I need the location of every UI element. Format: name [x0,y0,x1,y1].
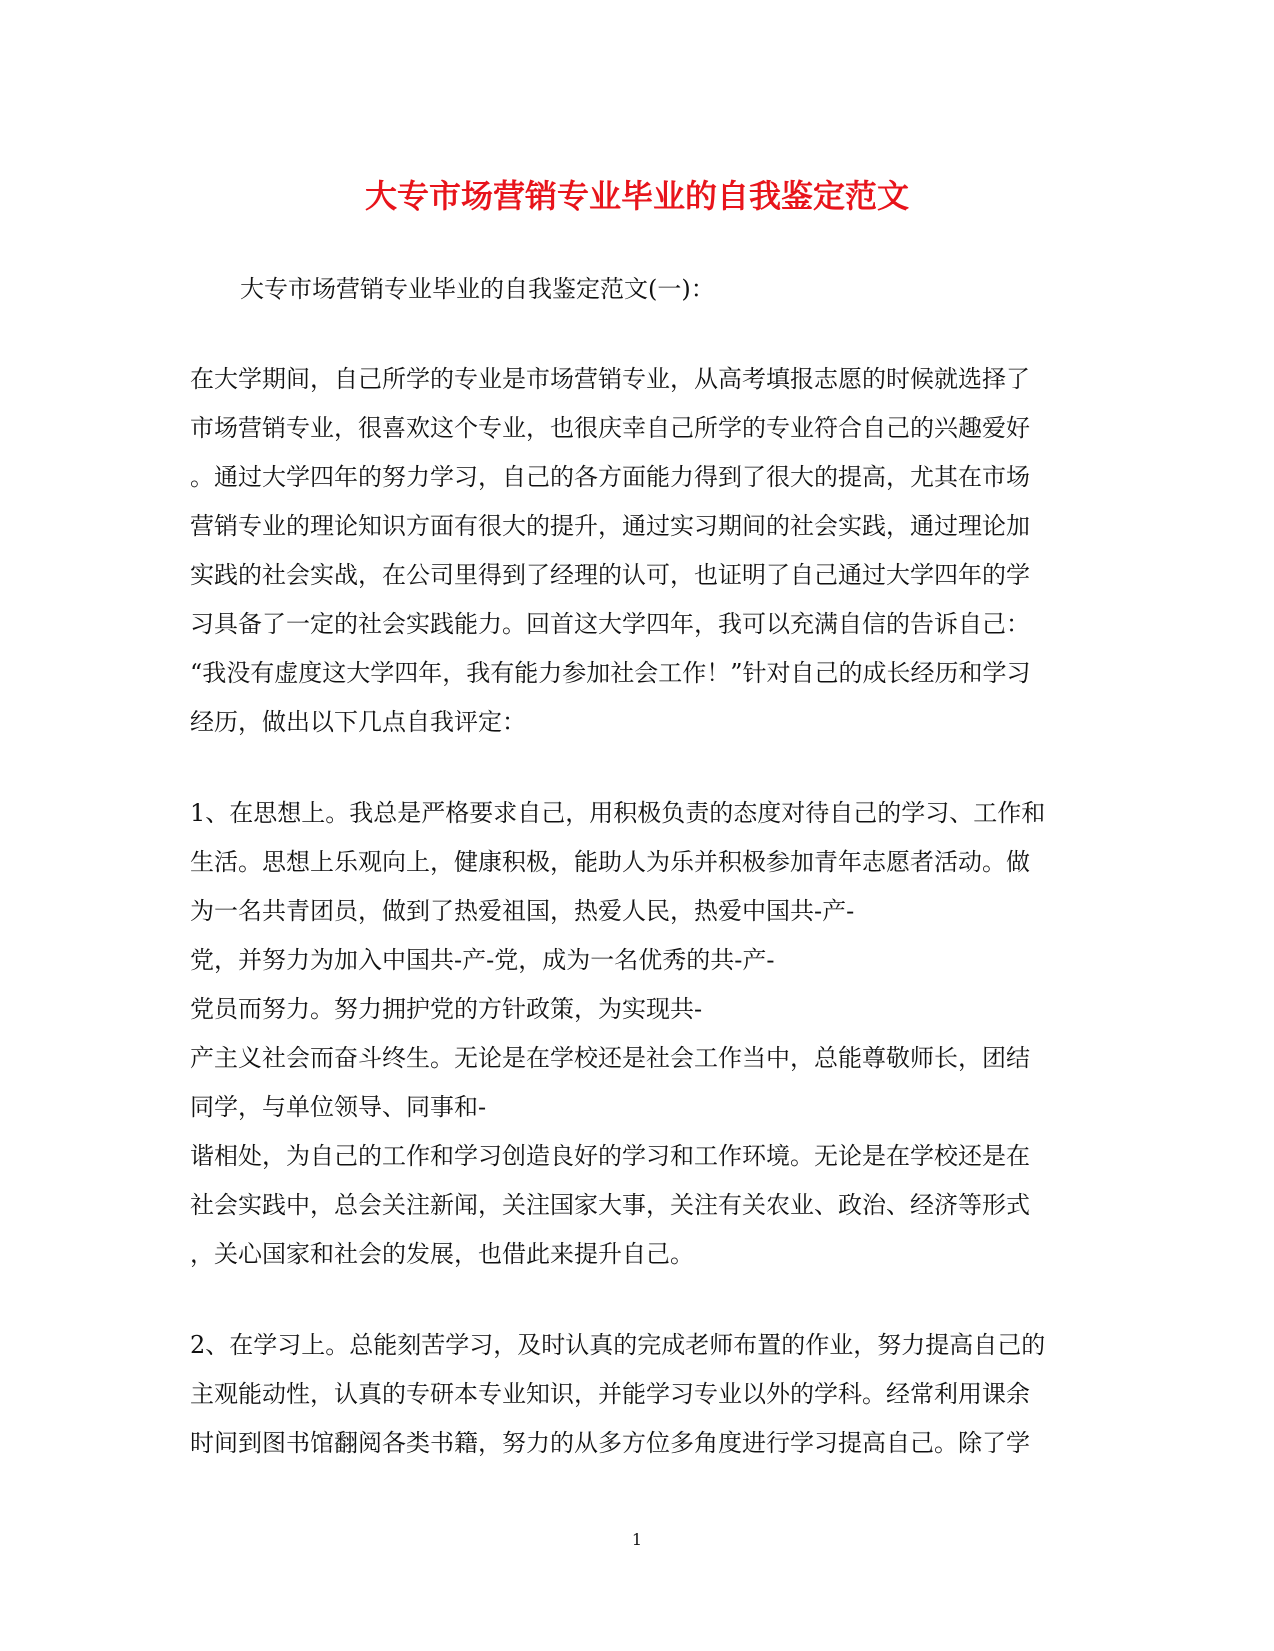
paragraph-line: 生活。思想上乐观向上，健康积极，能助人为乐并积极参加青年志愿者活动。做 [190,848,1030,876]
paragraph-line: “我没有虚度这大学四年，我有能力参加社会工作！”针对自己的成长经历和学习 [190,659,1031,687]
paragraph-line: 习具备了一定的社会实践能力。回首这大学四年，我可以充满自信的告诉自己： [190,610,1030,638]
paragraph-line: 2、在学习上。总能刻苦学习，及时认真的完成老师布置的作业，努力提高自己的 [190,1331,1046,1359]
paragraph-line: 市场营销专业，很喜欢这个专业，也很庆幸自己所学的专业符合自己的兴趣爱好 [190,414,1030,442]
paragraph-line: 时间到图书馆翻阅各类书籍，努力的从多方位多角度进行学习提高自己。除了学 [190,1429,1030,1457]
paragraph-line: 党员而努力。努力拥护党的方针政策，为实现共- [190,995,703,1023]
document-subtitle: 大专市场营销专业毕业的自我鉴定范文(一)： [240,275,715,303]
paragraph-line: 实践的社会实战，在公司里得到了经理的认可，也证明了自己通过大学四年的学 [190,561,1030,589]
paragraph-line: 主观能动性，认真的专研本专业知识，并能学习专业以外的学科。经常利用课余 [190,1380,1030,1408]
paragraph-line: 1、在思想上。我总是严格要求自己，用积极负责的态度对待自己的学习、工作和 [190,799,1046,827]
document-title: 大专市场营销专业毕业的自我鉴定范文 [364,177,909,215]
paragraph-line: 产主义社会而奋斗终生。无论是在学校还是社会工作当中，总能尊敬师长，团结 [190,1044,1030,1072]
paragraph-line: 为一名共青团员，做到了热爱祖国，热爱人民，热爱中国共-产- [190,897,855,925]
paragraph-line: ，关心国家和社会的发展，也借此来提升自己。 [190,1240,694,1268]
paragraph-line: 在大学期间，自己所学的专业是市场营销专业，从高考填报志愿的时候就选择了 [190,365,1030,393]
paragraph-line: 社会实践中，总会关注新闻，关注国家大事，关注有关农业、政治、经济等形式 [190,1191,1030,1219]
paragraph-line: 谐相处，为自己的工作和学习创造良好的学习和工作环境。无论是在学校还是在 [190,1142,1030,1170]
paragraph-line: 党，并努力为加入中国共-产-党，成为一名优秀的共-产- [190,946,775,974]
paragraph-line: 。通过大学四年的努力学习，自己的各方面能力得到了很大的提高，尤其在市场 [190,463,1030,491]
paragraph-line: 同学，与单位领导、同事和- [190,1093,487,1121]
paragraph-line: 经历，做出以下几点自我评定： [190,708,526,736]
paragraph-line: 营销专业的理论知识方面有很大的提升，通过实习期间的社会实践，通过理论加 [190,512,1030,540]
page-number: 1 [631,1530,643,1549]
